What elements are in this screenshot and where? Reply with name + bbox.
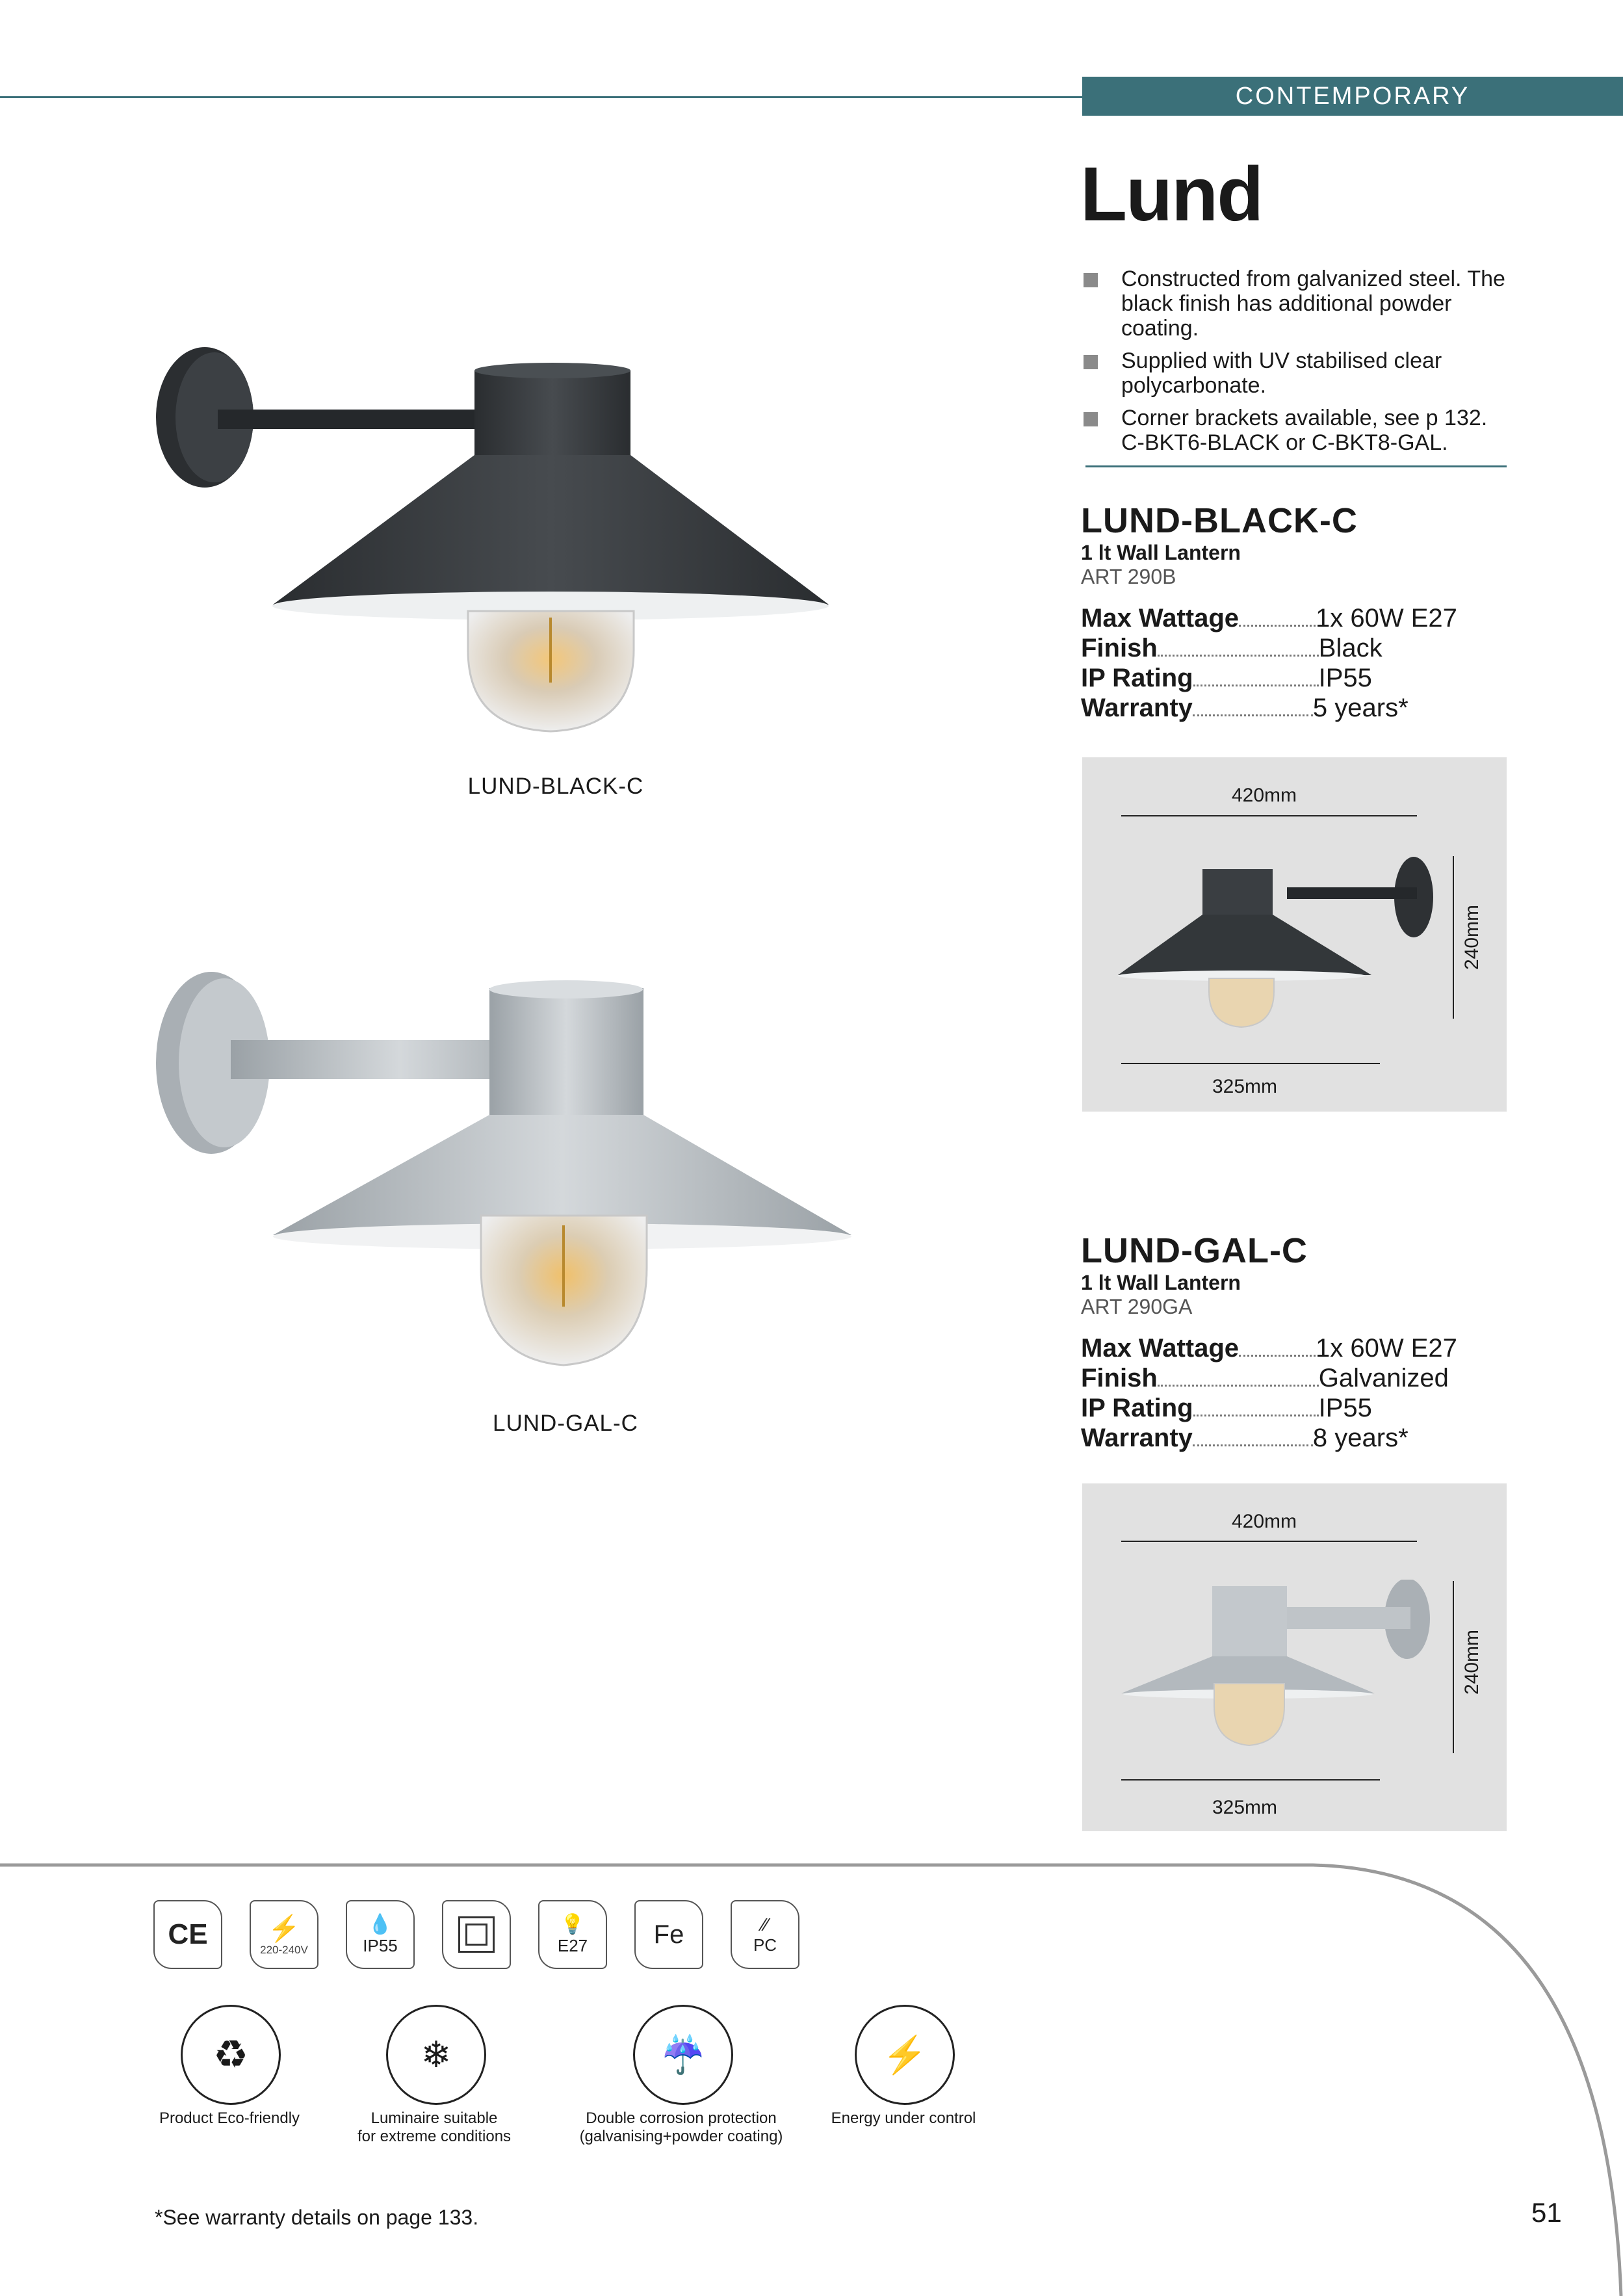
- dimension-depth-line: [1121, 1779, 1380, 1781]
- bulb-e27-icon: 💡 E27: [538, 1900, 607, 1969]
- category-tag: CONTEMPORARY: [1082, 77, 1623, 116]
- dimension-height-line: [1453, 856, 1454, 1019]
- spec-row: Max Wattage 1x 60W E27: [1081, 1334, 1457, 1363]
- voltage-icon: ⚡ 220-240V: [250, 1900, 318, 1969]
- lamp-galvanized-thumbnail: [1118, 1580, 1436, 1758]
- feature-energy: [855, 2005, 955, 2105]
- dimension-height-label: 240mm: [1461, 1629, 1483, 1695]
- bullet-item: Constructed from galvanized steel. The black finish has additional powder coating.: [1084, 267, 1513, 341]
- bullet-square-icon: [1084, 355, 1098, 369]
- product-art-number: ART 290GA: [1081, 1295, 1193, 1318]
- page-number: 51: [1531, 2197, 1562, 2228]
- dimension-width-label: 420mm: [1231, 1511, 1297, 1532]
- feature-bullets: [1084, 267, 1513, 463]
- feature-corrosion: [633, 2005, 733, 2105]
- energy-control-icon: ⚡: [855, 2005, 955, 2105]
- ip-rating-icon: 💧 IP55: [346, 1900, 415, 1969]
- product-name: LUND-GAL-C: [1081, 1231, 1308, 1270]
- product-block-black: [1081, 501, 1510, 723]
- lamp-black-thumbnail: [1111, 855, 1436, 1037]
- steel-material-icon: Fe: [634, 1900, 703, 1969]
- eco-friendly-icon: ♻: [181, 2005, 281, 2105]
- header-rule: [0, 96, 1082, 98]
- warranty-footnote: *See warranty details on page 133.: [155, 2206, 479, 2229]
- spec-row: Warranty 5 years*: [1081, 694, 1409, 722]
- polycarbonate-icon: ⁄⁄ PC: [731, 1900, 799, 1969]
- lamp-galvanized-caption: LUND-GAL-C: [493, 1411, 638, 1436]
- feature-energy-label: Energy under control: [831, 2109, 976, 2127]
- dimension-width-label: 420mm: [1231, 785, 1297, 806]
- dimension-diagram-galvanized: [1082, 1483, 1507, 1831]
- feature-extreme-label: Luminaire suitable for extreme conditions: [357, 2109, 512, 2145]
- certification-row: [153, 1900, 799, 1969]
- dimension-height-line: [1453, 1581, 1454, 1753]
- bullets-divider: [1085, 465, 1507, 467]
- bullet-square-icon: [1084, 412, 1098, 426]
- dimension-width-line: [1121, 815, 1417, 816]
- dimension-width-line: [1121, 1541, 1417, 1542]
- ce-mark-icon: CE: [153, 1900, 222, 1969]
- lamp-black-caption: LUND-BLACK-C: [467, 774, 644, 799]
- spec-row: IP Rating IP55: [1081, 1394, 1372, 1422]
- feature-extreme: [386, 2005, 486, 2105]
- product-name: LUND-BLACK-C: [1081, 501, 1358, 540]
- extreme-conditions-icon: ❄: [386, 2005, 486, 2105]
- feature-eco: [181, 2005, 281, 2105]
- dimension-depth-line: [1121, 1063, 1380, 1064]
- feature-corrosion-label: Double corrosion protection (galvanising+powder coating): [579, 2109, 783, 2145]
- dimension-diagram-black: [1082, 757, 1507, 1112]
- dimension-depth-label: 325mm: [1212, 1076, 1278, 1097]
- product-block-galvanized: [1081, 1231, 1510, 1453]
- double-insulation-icon: [442, 1900, 511, 1969]
- dimension-depth-label: 325mm: [1212, 1797, 1278, 1818]
- bullet-item: Supplied with UV stabilised clear polycarbonate.: [1084, 348, 1513, 398]
- product-art-number: ART 290B: [1081, 565, 1176, 588]
- page-title: Lund: [1080, 151, 1263, 237]
- feature-eco-label: Product Eco-friendly: [159, 2109, 300, 2127]
- spec-table: [1081, 603, 1510, 723]
- bullet-item: Corner brackets available, see p 132. C-BKT6-BLACK or C-BKT8-GAL.: [1084, 406, 1513, 455]
- spec-row: Finish Galvanized: [1081, 1364, 1449, 1392]
- product-type: 1 lt Wall Lantern: [1081, 541, 1241, 564]
- spec-table: [1081, 1333, 1510, 1453]
- spec-row: Max Wattage 1x 60W E27: [1081, 604, 1457, 633]
- spec-row: Finish Black: [1081, 634, 1383, 662]
- corrosion-protection-icon: ☔: [633, 2005, 733, 2105]
- product-type: 1 lt Wall Lantern: [1081, 1271, 1241, 1294]
- spec-row: IP Rating IP55: [1081, 664, 1372, 692]
- bullet-square-icon: [1084, 273, 1098, 287]
- dimension-height-label: 240mm: [1461, 904, 1483, 971]
- lamp-black-image: [153, 345, 842, 748]
- spec-row: Warranty 8 years*: [1081, 1424, 1409, 1452]
- lamp-galvanized-image: [153, 969, 855, 1385]
